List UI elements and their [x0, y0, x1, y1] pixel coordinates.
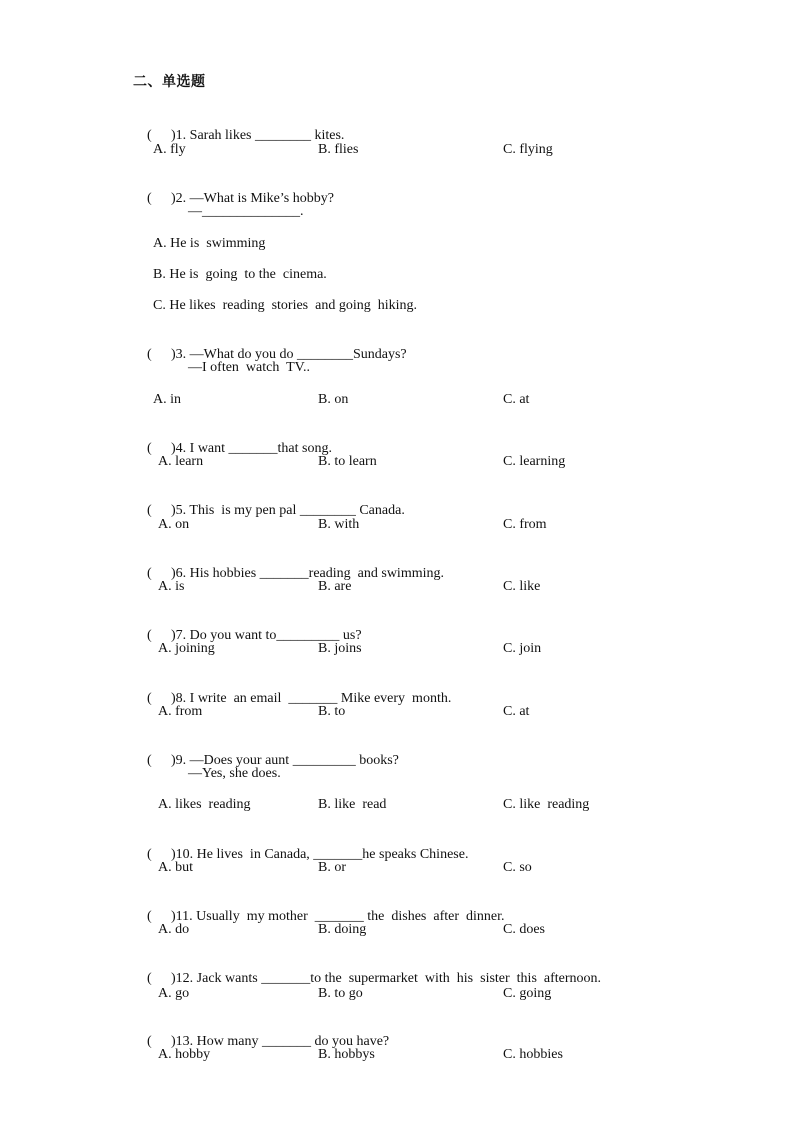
- option-c: C. learning: [503, 454, 566, 469]
- option-a: A. from: [158, 704, 203, 719]
- option-a: A. is: [158, 579, 185, 594]
- blank: _______: [259, 566, 309, 581]
- option-b: B. to: [318, 704, 346, 719]
- option-c: C. like: [503, 579, 541, 594]
- blank: _________: [292, 753, 356, 768]
- question-text: )13. How many: [171, 1034, 262, 1049]
- question-text-after: Canada.: [355, 503, 405, 518]
- option-b: B. doing: [318, 922, 367, 937]
- option-c: C. at: [503, 392, 530, 407]
- answer-paren: (: [147, 1034, 152, 1049]
- blank: _______: [228, 441, 278, 456]
- option-c: C. like reading: [503, 797, 590, 812]
- answer-paren: (: [147, 347, 152, 362]
- blank: _______: [262, 1034, 311, 1049]
- question-text-after: do you have?: [311, 1034, 390, 1049]
- question-text-after: Mike every month.: [337, 691, 452, 706]
- answer-paren: (: [147, 503, 152, 518]
- option-b: B. are: [318, 579, 352, 594]
- blank: ________: [299, 503, 356, 518]
- option-b: B. to go: [318, 986, 363, 1001]
- question-text: )4. I want: [171, 441, 229, 456]
- option-a: A. hobby: [158, 1047, 211, 1062]
- question-text: )12. Jack wants: [171, 971, 262, 986]
- option-a: A. in: [153, 392, 181, 407]
- question-text: )1. Sarah likes: [171, 128, 255, 143]
- option-b: B. joins: [318, 641, 362, 656]
- option-b: B. on: [318, 392, 349, 407]
- question-text-after: he speaks Chinese.: [362, 847, 469, 862]
- question-text: )3. —What do you do: [171, 347, 297, 362]
- option-b: B. with: [318, 517, 360, 532]
- option-a: A. do: [158, 922, 190, 937]
- question-text: )2. —What is Mike’s hobby?: [171, 191, 334, 206]
- answer-paren: (: [147, 971, 152, 986]
- question-text-after: reading and swimming.: [308, 566, 444, 581]
- question-text: )5. This is my pen pal: [171, 503, 300, 518]
- question-text-after: Sundays?: [352, 347, 407, 362]
- option-b: B. flies: [318, 142, 359, 157]
- question-text-after: that song.: [277, 441, 332, 456]
- blank: _______: [261, 971, 311, 986]
- answer-paren: (: [147, 441, 152, 456]
- option-c: C. flying: [503, 142, 553, 157]
- option-b: B. hobbys: [318, 1047, 375, 1062]
- question-text: )7. Do you want to: [171, 628, 277, 643]
- blank: ________: [254, 128, 311, 143]
- answer-paren: (: [147, 753, 152, 768]
- option-c: C. going: [503, 986, 552, 1001]
- question-text: )11. Usually my mother: [171, 909, 315, 924]
- option-b: B. or: [318, 860, 346, 875]
- answer-paren: (: [147, 847, 152, 862]
- answer-paren: (: [147, 566, 152, 581]
- answer-paren: (: [147, 628, 152, 643]
- option-c: C. does: [503, 922, 545, 937]
- option-c: C. from: [503, 517, 547, 532]
- question-text-after: kites.: [310, 128, 345, 143]
- question-text: )8. I write an email: [171, 691, 289, 706]
- blank: _______: [288, 691, 338, 706]
- blank: _______: [314, 909, 364, 924]
- section-title: 二、单选题: [133, 74, 206, 90]
- option-c: C. at: [503, 704, 530, 719]
- dialogue-reply: —Yes, she does.: [188, 766, 281, 781]
- answer-paren: (: [147, 909, 152, 924]
- option-a: A. fly: [153, 142, 186, 157]
- blank: _________: [276, 628, 340, 643]
- question-text-after: the dishes after dinner.: [363, 909, 505, 924]
- option-a: A. He is swimming: [153, 236, 266, 251]
- option-a: A. on: [158, 517, 190, 532]
- answer-paren: (: [147, 191, 152, 206]
- answer-paren: (: [147, 691, 152, 706]
- option-a: A. likes reading: [158, 797, 251, 812]
- option-a: A. go: [158, 986, 190, 1001]
- blank: ________: [296, 347, 353, 362]
- option-c: C. He likes reading stories and going hiking.: [153, 298, 418, 313]
- option-a: A. but: [158, 860, 193, 875]
- question-text: )9. —Does your aunt: [171, 753, 293, 768]
- answer-paren: (: [147, 128, 152, 143]
- option-c: C. join: [503, 641, 542, 656]
- option-b: B. like read: [318, 797, 387, 812]
- option-c: C. hobbies: [503, 1047, 563, 1062]
- option-b: B. He is going to the cinema.: [153, 267, 327, 282]
- dialogue-reply: —______________.: [188, 204, 304, 219]
- option-a: A. joining: [158, 641, 215, 656]
- question-text: )6. His hobbies: [171, 566, 260, 581]
- dialogue-reply: —I often watch TV..: [188, 360, 310, 375]
- option-a: A. learn: [158, 454, 204, 469]
- question-text-after: to the supermarket with his sister this afternoon.: [310, 971, 602, 986]
- question-text: )10. He lives in Canada,: [171, 847, 314, 862]
- question-text-after: us?: [339, 628, 362, 643]
- blank: _______: [313, 847, 363, 862]
- option-c: C. so: [503, 860, 532, 875]
- option-b: B. to learn: [318, 454, 377, 469]
- question-text-after: books?: [355, 753, 399, 768]
